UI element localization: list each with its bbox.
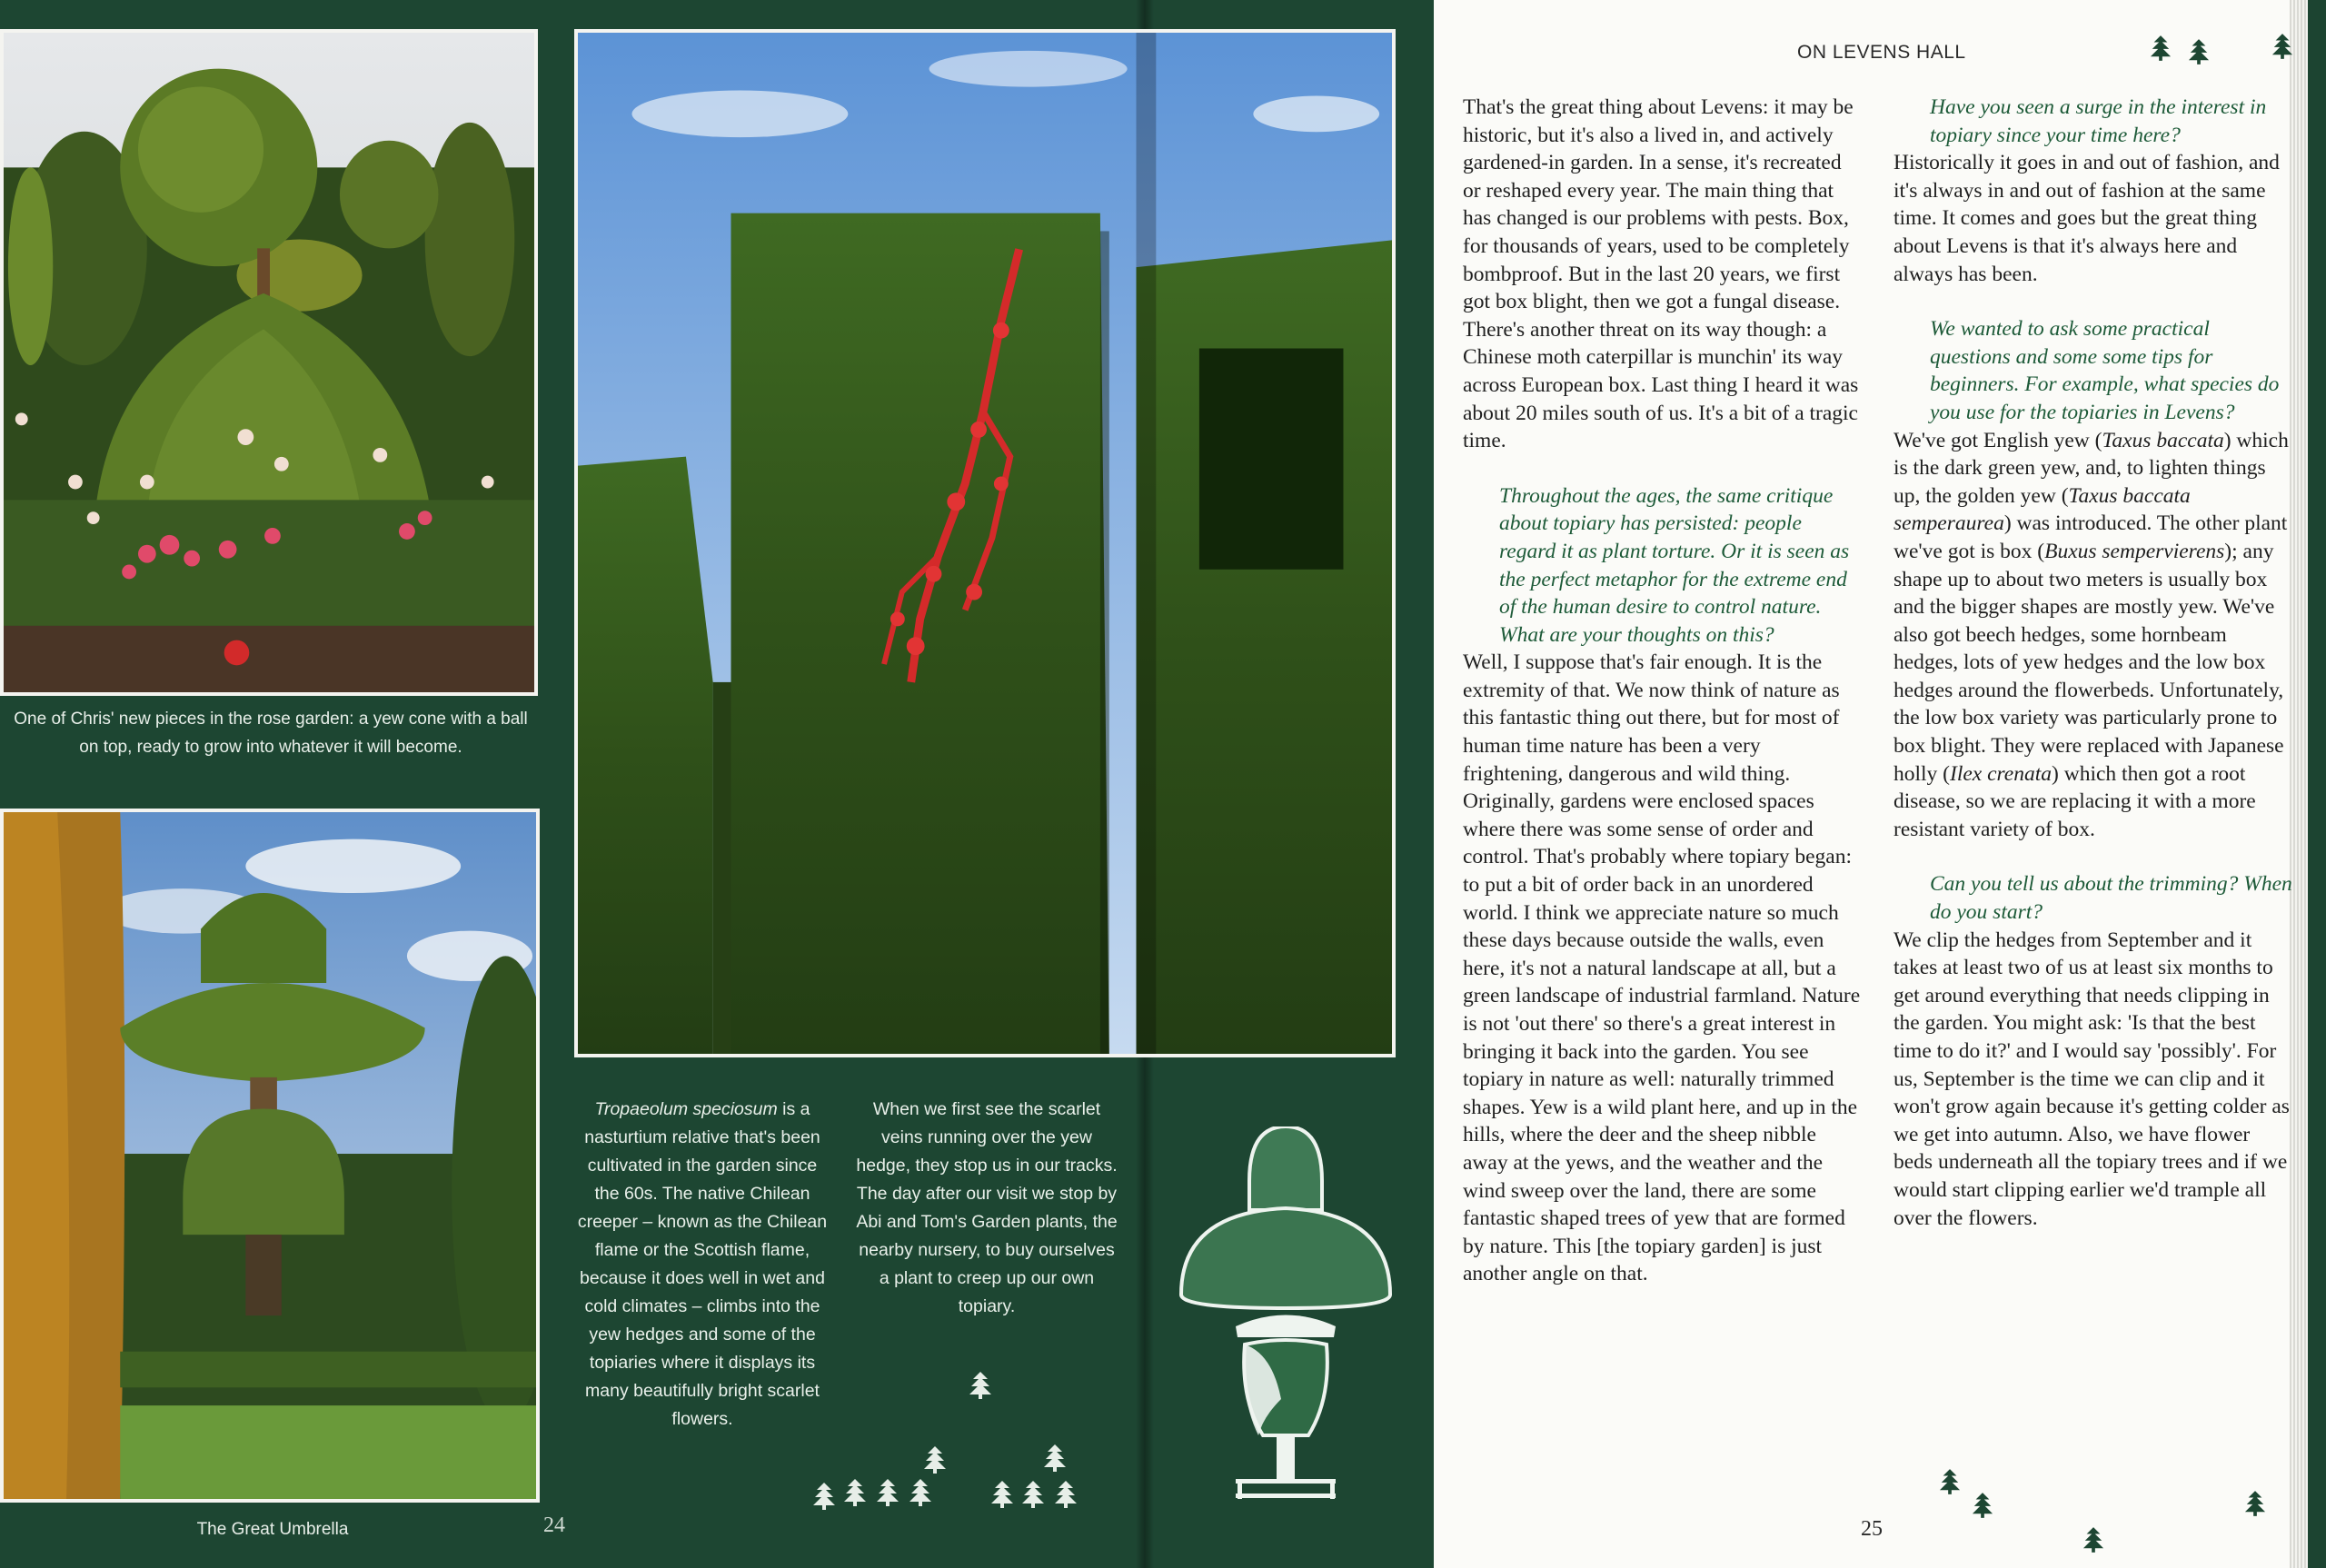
right-page-number: 25 bbox=[1861, 1517, 1883, 1541]
text-run: ) was introduced. The other plant we've got is box ( bbox=[1894, 511, 2288, 563]
small-tree-icon bbox=[876, 1479, 900, 1506]
small-tree-icon bbox=[843, 1479, 867, 1506]
answer-paragraph: Historically it goes in and out of fashion, and it's always in and out of fashion at the same time. It comes and goes but the great thing about Levens is that it's always here and always has been. bbox=[1894, 151, 2280, 286]
interview-question: Have you seen a surge in the interest in topiary since your time here? bbox=[1930, 95, 2267, 147]
text-run: We've got English yew ( bbox=[1894, 428, 2102, 452]
small-tree-icon bbox=[923, 1446, 947, 1474]
left-page-number: 24 bbox=[543, 1513, 565, 1537]
interview-question: Throughout the ages, the same critique about topiary has persisted: people regard it as plant torture. Or it is seen as the perfect metaphor for the extreme end of the human desire to control nature. What are your thoughts on this? bbox=[1499, 483, 1850, 647]
small-tree-icon bbox=[2271, 33, 2293, 60]
text-run: ) which is the dark green yew, and, to lighten things up, the golden yew ( bbox=[1894, 428, 2289, 508]
small-tree-icon bbox=[2188, 38, 2210, 65]
photo-rose-garden bbox=[0, 29, 538, 696]
small-tree-icon bbox=[1054, 1481, 1078, 1508]
article-column-1 bbox=[1463, 94, 1863, 1288]
sidebar-column-1 bbox=[574, 1096, 830, 1434]
species-name: Ilex crenata bbox=[1950, 761, 2053, 786]
interview-question: Can you tell us about the trimming? When do you start? bbox=[1930, 872, 2292, 925]
small-tree-icon bbox=[990, 1481, 1014, 1508]
sidebar-column-2: When we first see the scarlet veins running over the yew hedge, they stop us in our tracks. The day after our visit we stop by Abi and Tom's Garden plants, the nearby nursery, to buy ourselves a plant to creep up our own topiary. bbox=[856, 1099, 1118, 1316]
photo-yew-hedge-scarlet-creeper bbox=[574, 29, 1396, 1057]
small-tree-icon bbox=[969, 1372, 992, 1399]
umbrella-topiary-illustration bbox=[1172, 1126, 1399, 1508]
small-tree-icon bbox=[1021, 1481, 1045, 1508]
answer-paragraph: That's the great thing about Levens: it may be historic, but it's also a lived in, and actively gardened-in garden. In a sense, it's recreated or reshaped every year. The main thing that has changed is our problems with pests. Box, for thousands of years, used to be completely bombproof. But in the last 20 years, we first got box blight, then we got a fungal disease. There's another threat on its way though: a Chinese moth caterpillar is munchin' its way across European box. Last thing I heard it was about 20 miles south of us. It's a bit of a tragic time. bbox=[1463, 95, 1859, 453]
answer-paragraph bbox=[1894, 427, 2293, 844]
small-tree-icon bbox=[1043, 1444, 1067, 1472]
answer-paragraph: We clip the hedges from September and it takes at least two of us at least six months to get around everything that needs clipping in the garden. You might ask: 'Is that the best time to do it?' and I would say 'possibly'. For us, September is the time we can clip and it won't grow again because it's getting colder as we get into autumn. Also, we have flower beds underneath all the topiary trees and if we would start clipping earlier we'd trample all over the flowers. bbox=[1894, 928, 2290, 1230]
small-tree-icon bbox=[1972, 1492, 1993, 1519]
small-tree-icon bbox=[2082, 1526, 2104, 1553]
caption-great-umbrella: The Great Umbrella bbox=[196, 1520, 349, 1539]
answer-paragraph: Well, I suppose that's fair enough. It is the extremity of that. We now think of nature as this fantastic thing out there, but for most of human time nature has been a very frightening, dangerous and wild thing. Originally, gardens were enclosed spaces where there was some sense of order and control. That's probably where topiary began: to put a bit of order back in an unordered world. I think we appreciate nature so much these days because outside the walls, even here, it's not a natural landscape at all, but a green landscape of industrial farmland. Nature is not 'out there' so there's a great interest in bringing it back into the garden. You see topiary in nature as well: naturally trimmed shapes. Yew is a wild plant here, and up in the hills, where the deer and the sheep nibble away at the yews, and the weather and the wind sweep over the land, there are some fantastic shaped trees of yew that are formed by nature. This [the topiary garden] is just another angle on that. bbox=[1463, 650, 1861, 1286]
small-tree-icon bbox=[2244, 1490, 2266, 1517]
sidebar-column-1-text: is a nasturtium relative that's been cultivated in the garden since the 60s. The native Chilean creeper – known as the Chilean flame or the Scottish flame, because it does well in wet and cold climates – climbs into the yew hedges and some of the topiaries where it displays its many beautifully bright scarlet flowers. bbox=[577, 1099, 828, 1429]
species-name: Buxus sempervierens bbox=[2044, 539, 2225, 563]
caption-rose-garden: One of Chris' new pieces in the rose garden: a yew cone with a ball on top, ready to grow into whatever it will become. bbox=[14, 710, 528, 757]
plant-name-italic: Tropaeolum speciosum bbox=[594, 1099, 778, 1119]
small-tree-icon bbox=[812, 1483, 836, 1510]
interview-question: We wanted to ask some practical questions and some some tips for beginners. For example, what species do you use for the topiaries in Levens? bbox=[1930, 317, 2280, 424]
text-run: ) which then got a root disease, so we are replacing it with a more resistant variety of box. bbox=[1894, 761, 2256, 841]
text-run: ); any shape up to about two meters is usually box and the bigger shapes are mostly yew. We've also got beech hedges, some hornbeam hedges, lots of yew hedges and the low box hedges around the flowerbeds. Unfortunately, the low box variety was particularly prone to box blight. They were replaced with Japanese holly ( bbox=[1894, 539, 2284, 786]
small-tree-icon bbox=[1939, 1468, 1961, 1495]
article-column-2 bbox=[1894, 94, 2293, 1232]
running-head: ON LEVENS HALL bbox=[1797, 42, 1966, 63]
small-tree-icon bbox=[909, 1479, 932, 1506]
species-name: Taxus baccata semperaurea bbox=[1894, 483, 2191, 536]
photo-great-umbrella bbox=[0, 809, 540, 1503]
small-tree-icon bbox=[2150, 35, 2172, 62]
species-name: Taxus baccata bbox=[2102, 428, 2224, 452]
